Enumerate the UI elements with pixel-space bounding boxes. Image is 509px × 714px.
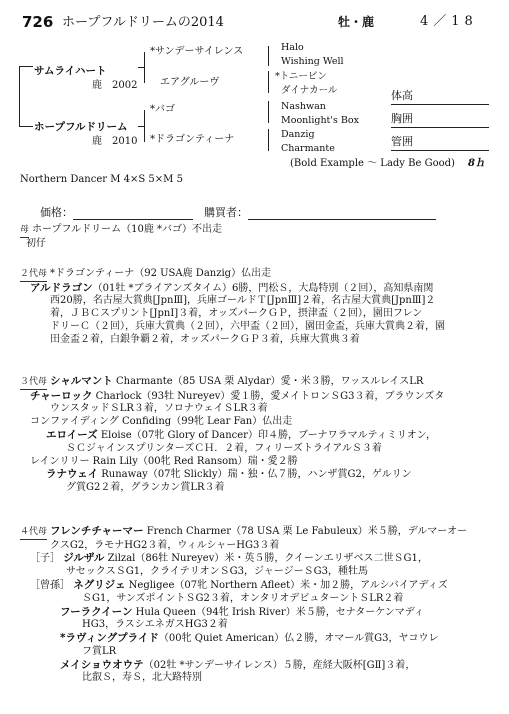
horse-name: ホープフルドリームの2014 xyxy=(62,15,224,30)
cross-example: (Bold Example ～ Lady Be Good) xyxy=(290,158,455,169)
zilzal-text-1: Zilzal（86牡 Nureyev）米・英５勝，クイーンエリザベス二世ＳG1， xyxy=(104,553,428,565)
inbreeding: Northern Dancer M 4×S 5×M 5 xyxy=(20,174,183,185)
hula-queen-text-2: HG3，ラスシエネガスHG3２着 xyxy=(82,619,228,631)
aldoragon-text-2: 西20勝，名古屋大賞典[JpnⅢ]，兵庫ゴールドＴ[JpnⅢ]２着，名古屋大賞典[JpnⅢ]２ xyxy=(50,295,436,307)
rain-lily-line: レインリリー Rain Lily（00牝 Red Ransom）瑞・愛２勝 xyxy=(30,455,298,467)
dam-produce: 初仔 xyxy=(26,237,46,249)
eloise-text-1: Eloise（07牝 Glory of Dancer）印４勝，ブーナワラマルティミリオン， xyxy=(97,429,436,441)
second-dam-tag: ２代母 xyxy=(20,269,47,282)
lot-number: 726 xyxy=(22,13,54,31)
third-dam-section xyxy=(20,375,490,495)
loving-pride-text-2: フ賞LR xyxy=(82,645,117,657)
aldoragon-text-5: 田金盃２着，白銀争覇２着，オッズパークＧＰ３着，兵庫大賞典３着 xyxy=(50,333,360,345)
negligee-tag: ［曾孫］ xyxy=(30,579,70,591)
cannon-label: 管囲 xyxy=(391,135,413,148)
fourth-dam-tag: ４代母 xyxy=(20,527,47,540)
meisho-oute-text-1: （02牡 *サンデーサイレンス）５勝，産経大阪杯[GⅡ]３着， xyxy=(143,659,416,671)
fourth-dam-line-1: French Charmer（78 USA 栗 Le Fabuleux）米５勝，デルマーオー xyxy=(143,526,468,537)
loving-pride-text-1: （00牝 Quiet American）仏２勝，オマール賞G3，ヤコウレ xyxy=(158,633,439,645)
eloise-name: エロイーズ xyxy=(46,428,98,441)
hula-queen-text-1: Hula Queen（94牝 Irish River）米５勝，セナターケンマディ xyxy=(132,606,424,618)
chest-label: 胸囲 xyxy=(391,112,413,125)
charlock-text-2: ウンスタッドＳLR３着，ソロナウェイＳLR３着 xyxy=(50,403,268,415)
meisho-oute-name: メイショウオウテ xyxy=(60,658,144,671)
sex-color: 牡・鹿 xyxy=(338,15,375,29)
dam-section xyxy=(20,224,490,250)
price-label: 価格： xyxy=(40,206,73,219)
sire-info: 鹿 2002 xyxy=(92,80,138,91)
second-dam-line: *ドラゴンティーナ（92 USA鹿 Danzig）仏出走 xyxy=(50,268,272,279)
zilzal-tag: ［子］ xyxy=(30,553,60,565)
negligee-text-1: Negligee（07牝 Northern Afleet）米・加２勝，アルシバイアディズ xyxy=(125,579,448,591)
runaway-name: ラナウェイ xyxy=(46,468,99,481)
negligee-text-2: ＳG1，サンズポイントＳG2３着，オンタリオデビュターントＳLR２着 xyxy=(82,592,404,604)
third-dam-name: シャルマント xyxy=(50,375,113,387)
price-field[interactable] xyxy=(73,208,193,220)
eloise-text-2: ＳＣジャインスプリンターズＣＨ．２着，フィリーズトライアルＳ３着 xyxy=(66,442,382,454)
dam-sire: *バゴ xyxy=(150,104,175,115)
negligee-name: ネグリジェ xyxy=(73,578,126,591)
dam-name: ホープフルドリーム xyxy=(34,121,128,133)
height-label: 体高 xyxy=(391,89,413,102)
sire-name: サムライハート xyxy=(34,65,107,77)
runaway-text-2: グ賞G2２着，グランカン賞LR３着 xyxy=(66,482,225,494)
third-dam-line: Charmante（85 USA 栗 Alydar）愛・米３勝，ワッスルレイスLR xyxy=(112,376,424,387)
third-dam-tag: ３代母 xyxy=(20,377,47,390)
g3-7: Danzig xyxy=(281,129,315,140)
confiding-line: コンファイディング Confiding（99牝 Lear Fan）仏出走 xyxy=(30,416,293,428)
g3-8: Charmante xyxy=(281,143,335,154)
meisho-oute-text-2: 比叡Ｓ，寿Ｓ，北大路特別 xyxy=(82,672,202,684)
zilzal-name: ジルザル xyxy=(63,552,105,565)
g3-1: Halo xyxy=(281,42,304,53)
dam-line: ホープフルドリーム（10鹿 *バゴ）不出走 xyxy=(32,224,223,235)
zilzal-text-2: サセックスＳG1，クライテリオンＳG3，ジャージーＳG3，種牡馬 xyxy=(66,566,368,578)
g3-4: ダイナカール xyxy=(281,85,338,96)
aldoragon-text-4: ドリーＣ（２回），兵庫大賞典（２回），六甲盃（２回），園田金盃，兵庫大賞典２着，園 xyxy=(50,320,445,332)
hula-queen-name: フーラクイーン xyxy=(60,605,133,618)
runaway-text-1: Runaway（07牝 Slickly）瑞・独・仏７勝，ハンザ賞G2，ゲルリン xyxy=(98,469,412,481)
charlock-name: チャーロック xyxy=(30,389,93,402)
fourth-dam-section xyxy=(20,525,490,685)
dam-dam: *ドラゴンティーナ xyxy=(150,134,235,145)
sire-dam: エアグルーヴ xyxy=(160,77,220,88)
buyer-field[interactable] xyxy=(248,208,436,220)
tree-bracket-main xyxy=(19,66,20,126)
second-dam-section xyxy=(20,268,490,347)
fourth-dam-name: フレンチチャーマー xyxy=(50,525,144,537)
buyer-label: 購買者： xyxy=(204,206,248,219)
dam-tag: 母 xyxy=(20,225,29,238)
g3-2: Wishing Well xyxy=(281,56,344,67)
sale-date: 4／18 xyxy=(420,14,478,29)
g3-5: Nashwan xyxy=(281,101,326,112)
charlock-text-1: Charlock（93牡 Nureyev）愛１勝，愛メイトロンＳG3３着，ブラウンズタ xyxy=(92,390,445,402)
aldoragon-text-1: （01牡 *ブライアンズタイム）6勝，門松Ｓ，大島特別（２回），高知県南関 xyxy=(92,282,434,294)
sire-sire: *サンデーサイレンス xyxy=(150,46,244,57)
g3-6: Moonlight's Box xyxy=(281,115,359,126)
cross-example-tag: 8ｈ xyxy=(468,158,485,169)
fourth-dam-line-2: クスG2，ラモナHG2３着，ウィルシャーHG3３着 xyxy=(50,539,280,551)
loving-pride-name: *ラヴィングプライド xyxy=(60,632,159,645)
dam-info: 鹿 2010 xyxy=(92,136,138,147)
g3-3: *トニービン xyxy=(275,71,327,82)
aldoragon-name: アルドラゴン xyxy=(30,281,93,294)
aldoragon-text-3: 着，ＪＢＣスプリント[JpnⅠ]３着，オッズパークＧＰ，摂津盃（２回），園田フレン xyxy=(50,308,423,320)
